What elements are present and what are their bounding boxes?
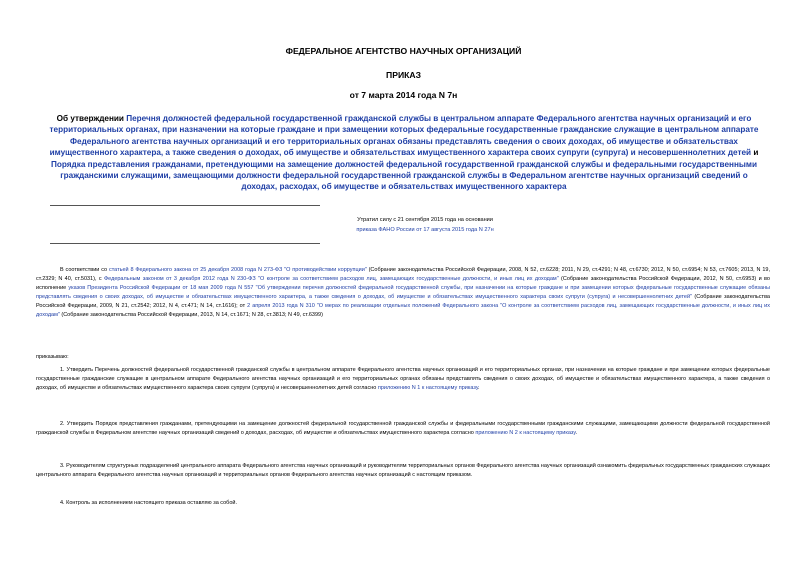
order-word: приказываю: — [36, 354, 69, 360]
item-4 — [36, 499, 770, 508]
item-2-text: 2. Утвердить Порядок представления гражданами, претендующими на замещение должностей федеральной государственной гражданской службы и федеральными государственными гражданскими служащими, замещающими должности федеральной государственной гражданской службы в Федеральном агентстве научных организаций сведений о доходах, расходах, об имуществе и обязательствах имущественного характера согласно — [36, 421, 770, 437]
divider-bottom — [50, 243, 320, 244]
item-2-appendix-link[interactable]: приложению N 2 к настоящему приказу — [475, 430, 576, 437]
item-3 — [36, 462, 770, 480]
item-1 — [36, 366, 770, 393]
preamble-text-5: (Собрание законодательства Российской Федерации, 2013, N 14, ст.1671; N 28, ст.3813; N 49, ст.6399) — [59, 312, 323, 319]
preamble-text-2: (Собрание законодательства Российской Федерации, 2008, N 52, ст.6228; 2011, N 29, ст.4291; N 48, ст.6730; 2012, N 50, ст.6954; N 53, ст.7605; 2013, N 19, ст.2329; N 40, ст.5031), с — [36, 267, 770, 283]
preamble-text-1: В соответствии со — [60, 267, 109, 273]
document-type: ПРИКАЗ — [386, 70, 421, 80]
preamble-link-law-230[interactable]: Федеральным законом от 3 декабря 2012 года N 230-ФЗ "О контроле за соответствием расходов лиц, замещающих государственные должности, и иных лиц их доходам" — [103, 276, 559, 283]
title-mid: и — [751, 148, 759, 158]
preamble-text-3: (Собрание законодательства Российской Федерации, 2012, N 50, ст.6953) и во исполнение — [36, 276, 770, 292]
item-2 — [36, 420, 770, 438]
item-1-text: 1. Утвердить Перечень должностей федеральной государственной гражданской службы в центральном аппарате Федерального агентства научных организаций и его территориальных органах, при назначении на которые граждане и при замещении которых федеральные государственные гражданские служащие в центральном аппарате Федерального агентства научных организаций и его территориальных органах обязаны представлять сведения о своих доходах, об имуществе и обязательствах имущественного характера, а также сведения о доходах, об имуществе и обязательствах имущественного характера своих супруги (супруга) и несовершеннолетних детей согласно — [36, 367, 770, 392]
document-title — [44, 113, 764, 193]
preamble-text-4: (Собрание законодательства Российской Федерации, 2009, N 21, ст.2542; 2012, N 4, ст.471; N 14, ст.1616); от — [36, 294, 770, 310]
expired-link[interactable]: приказа ФАНО России от 17 августа 2015 года N 27н — [356, 226, 494, 233]
title-prefix: Об утверждении — [56, 114, 127, 123]
divider-top — [50, 205, 320, 206]
item-2-end: . — [575, 430, 578, 437]
expired-note — [320, 216, 530, 235]
item-4-text: 4. Контроль за исполнением настоящего приказа оставляю за собой. — [60, 500, 237, 506]
preamble-link-decree-310[interactable]: 2 апреля 2013 года N 310 "О мерах по реализации отдельных положений Федерального закона "О контроле за соответствием расходов лиц, замещающих государственные должности, и иных лиц их доходам" — [36, 303, 770, 319]
document-date: от 7 марта 2014 года N 7н — [349, 90, 458, 100]
expired-text: Утратил силу с 21 сентября 2015 года на основании — [357, 217, 493, 223]
title-link-procedure[interactable]: Порядка представления гражданами, претендующими на замещение должностей федеральной государственной гражданской службы и федеральными государственными гражданскими служащими, замещающими должности федеральной государственной гражданской службы в Федеральном агентстве научных организаций сведений о доходах, расходах, об имуществе и обязательствах имущественного характера — [51, 159, 757, 192]
preamble-link-decree-557[interactable]: указов Президента Российской Федерации от 18 мая 2009 года N 557 "Об утверждении перечня должностей федеральной государственной службы, при назначении на которые граждане и при замещении которых федеральные государственные служащие обязаны представлять сведения о своих доходах, об имуществе и обязательствах имущественного характера, а также сведения о доходах, об имуществе и обязательствах имущественного характера своих супруги (супруга) и несовершеннолетних детей" — [36, 285, 771, 301]
agency-name: ФЕДЕРАЛЬНОЕ АГЕНТСТВО НАУЧНЫХ ОРГАНИЗАЦИЙ — [285, 46, 522, 56]
item-1-appendix-link[interactable]: приложению N 1 к настоящему приказу — [377, 385, 479, 392]
preamble-link-law-273[interactable]: статьей 8 Федерального закона от 25 декабря 2008 года N 273-ФЗ "О противодействии коррупции" — [108, 267, 367, 273]
item-3-text: 3. Руководителям структурных подразделений центрального аппарата Федерального агентства научных организаций и руководителям территориальных органов Федерального агентства научных организаций ознакомить федеральных государственных гражданских служащих центрального аппарата Федерального агентства научных организаций и территориальных органов Федерального агентства научных организаций с настоящим приказом. — [36, 463, 770, 479]
preamble-paragraph — [36, 266, 770, 321]
title-link-list[interactable]: Перечня должностей федеральной государственной гражданской службы в центральном аппарате Федерального агентства научных организаций и его территориальных органах, при назначении на которые граждане и при замещении которых федеральные государственные гражданские служащие в центральном аппарате Федерального агентства научных организаций и его территориальных органах обязаны представлять сведения о своих доходах, об имуществе и обязательствах имущественного характера, а также сведения о доходах, об имуществе и обязательствах имущественного характера своих супруги (супруга) и несовершеннолетних детей — [49, 114, 759, 158]
item-1-end: . — [478, 385, 480, 392]
